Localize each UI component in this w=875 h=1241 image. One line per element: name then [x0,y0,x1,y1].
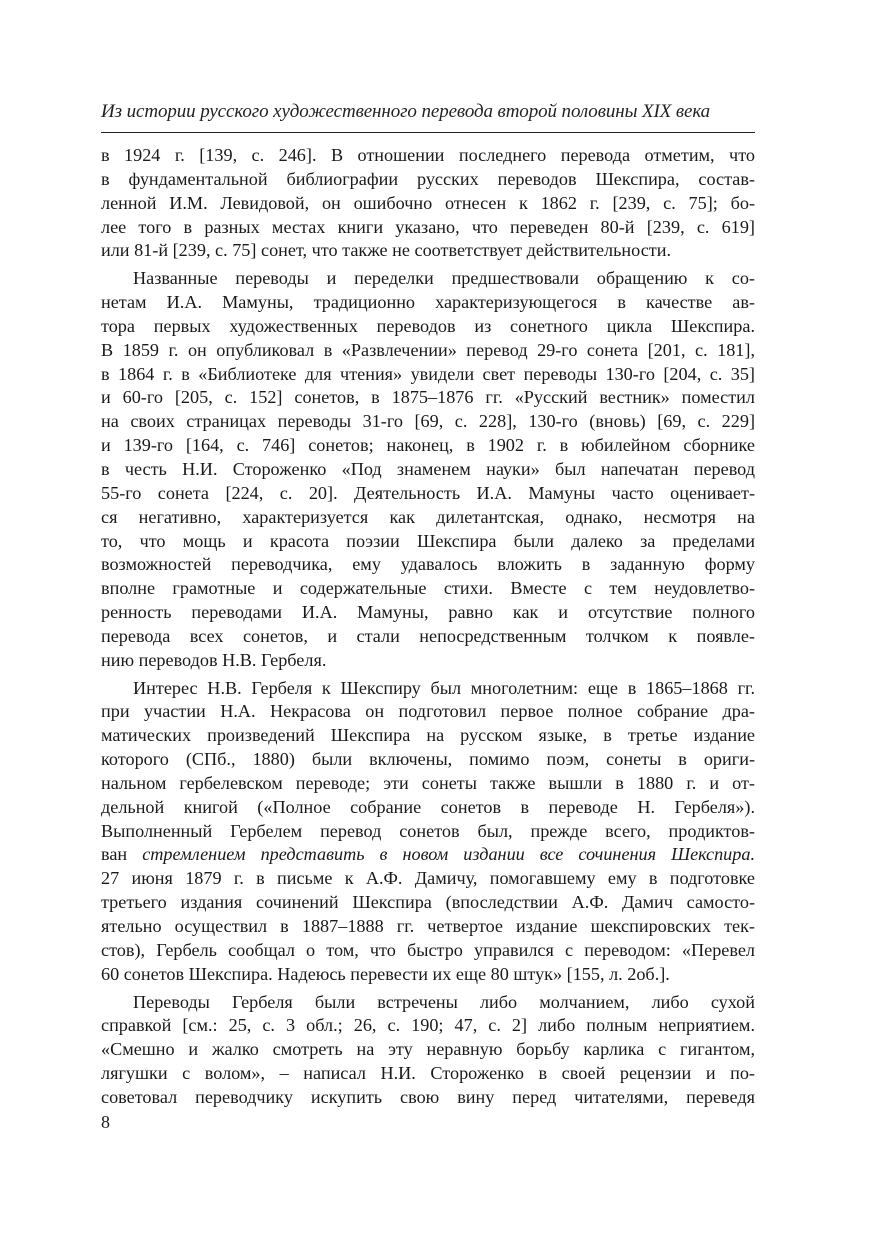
body-text [101,144,755,1110]
text-line: ренность переводами И.А. Мамуны, равно как и отсутствие полного [101,602,755,623]
paragraph-4 [101,991,755,1110]
text-line: третьего издания сочинений Шекспира (впоследствии А.Ф. Дамич самосто- [101,892,755,913]
text-line: ленной И.М. Левидовой, он ошибочно отнесен к 1862 г. [239, с. 75]; бо- [101,192,755,213]
text-line: вполне грамотные и содержательные стихи. Вместе с тем неудовлетво- [101,578,755,599]
text-line: в честь Н.И. Стороженко «Под знаменем науки» был напечатан перевод [101,458,755,479]
text-line: возможностей переводчика, ему удавалось вложить в заданную форму [101,554,755,575]
text-line: справкой [см.: 25, с. 3 обл.; 26, с. 190; 47, с. 2] либо полным неприятием. [101,1015,755,1036]
text-line: и 60-го [205, с. 152] сонетов, в 1875–1876 гг. «Русский вестник» поместил [101,387,755,408]
text-line: 60 сонетов Шекспира. Надеюсь перевести их еще 80 штук» [155, л. 2об.]. [101,963,670,984]
text-line: нальном гербелевском переводе; эти сонеты также вышли в 1880 г. и от- [101,772,755,793]
text-line: «Смешно и жалко смотреть на эту неравную борьбу карлика с гигантом, [101,1039,755,1060]
page-number: 8 [101,1112,110,1132]
text-line: на своих страницах переводы 31-го [69, с. 228], 130-го (вновь) [69, с. 229] [101,411,755,432]
text-line: Выполненный Гербелем перевод сонетов был, прежде всего, продиктов- [101,820,755,841]
text-line: ся негативно, характеризуется как дилетантская, однако, несмотря на [101,506,755,527]
emphasized-phrase: стремлением представить в новом издании все сочинения Шекспира. [142,844,755,865]
text-line: В 1859 г. он опубликовал в «Развлечении» перевод 29-го сонета [201, с. 181], [101,339,755,360]
text-line: ятельно осуществил в 1887–1888 гг. четвертое издание шекспировских тек- [101,916,755,936]
text-line: нию переводов Н.В. Гербеля. [101,649,327,670]
text-line: матических произведений Шекспира на русском языке, в третье издание [101,725,755,746]
text-line: или 81-й [239, с. 75] сонет, что также не соответствует действительности. [101,240,671,261]
text-line: лее того в разных местах книги указано, что переведен 80-й [239, с. 619] [101,216,755,237]
text-line: Названные переводы и переделки предшествовали обращению к со- [133,268,755,289]
text-line: Интерес Н.В. Гербеля к Шекспиру был многолетним: еще в 1865–1868 гг. [133,677,755,698]
italic-lead: ван [101,844,143,865]
text-line: то, что мощь и красота поэзии Шекспира были далеко за пределами [101,530,755,551]
paragraph-3 [101,677,755,987]
text-line: лягушки с волом», – написал Н.И. Стороженко в своей рецензии и по- [101,1063,755,1084]
text-line: при участии Н.А. Некрасова он подготовил первое полное собрание дра- [101,701,755,722]
text-line: в фундаментальной библиографии русских переводов Шекспира, состав- [101,168,755,189]
text-line: Переводы Гербеля были встречены либо молчанием, либо сухой [133,991,755,1012]
text-line: дельной книгой («Полное собрание сонетов в переводе Н. Гербеля»). [101,796,755,817]
text-line: тора первых художественных переводов из сонетного цикла Шекспира. [101,315,755,336]
text-line: стов), Гербель сообщал о том, что быстро управился с переводом: «Перевел [101,939,755,960]
paragraph-1 [101,144,755,263]
header-rule [101,132,755,133]
text-line: нетам И.А. Мамуны, традиционно характеризующегося в качестве ав- [101,292,755,313]
text-line: в 1924 г. [139, с. 246]. В отношении последнего перевода отметим, что [101,145,755,165]
text-line-italic [101,843,755,867]
text-line: которого (СПб., 1880) были включены, помимо поэм, сонеты в ориги- [101,749,755,770]
running-header: Из истории русского художественного перевода второй половины XIX века [101,101,711,122]
paragraph-2 [101,267,755,672]
text-line: советовал переводчику искупить свою вину перед читателями, переведя [101,1086,755,1107]
text-line: и 139-го [164, с. 746] сонетов; наконец, в 1902 г. в юбилейном сборнике [101,435,755,456]
text-line: 27 июня 1879 г. в письме к А.Ф. Дамичу, помогавшему ему в подготовке [101,868,755,889]
text-line: перевода всех сонетов, и стали непосредственным толчком к появле- [101,625,755,646]
text-line: в 1864 г. в «Библиотеке для чтения» увидели свет переводы 130-го [204, с. 35] [101,363,755,384]
text-line: 55-го сонета [224, с. 20]. Деятельность И.А. Мамуны часто оценивает- [101,482,755,503]
